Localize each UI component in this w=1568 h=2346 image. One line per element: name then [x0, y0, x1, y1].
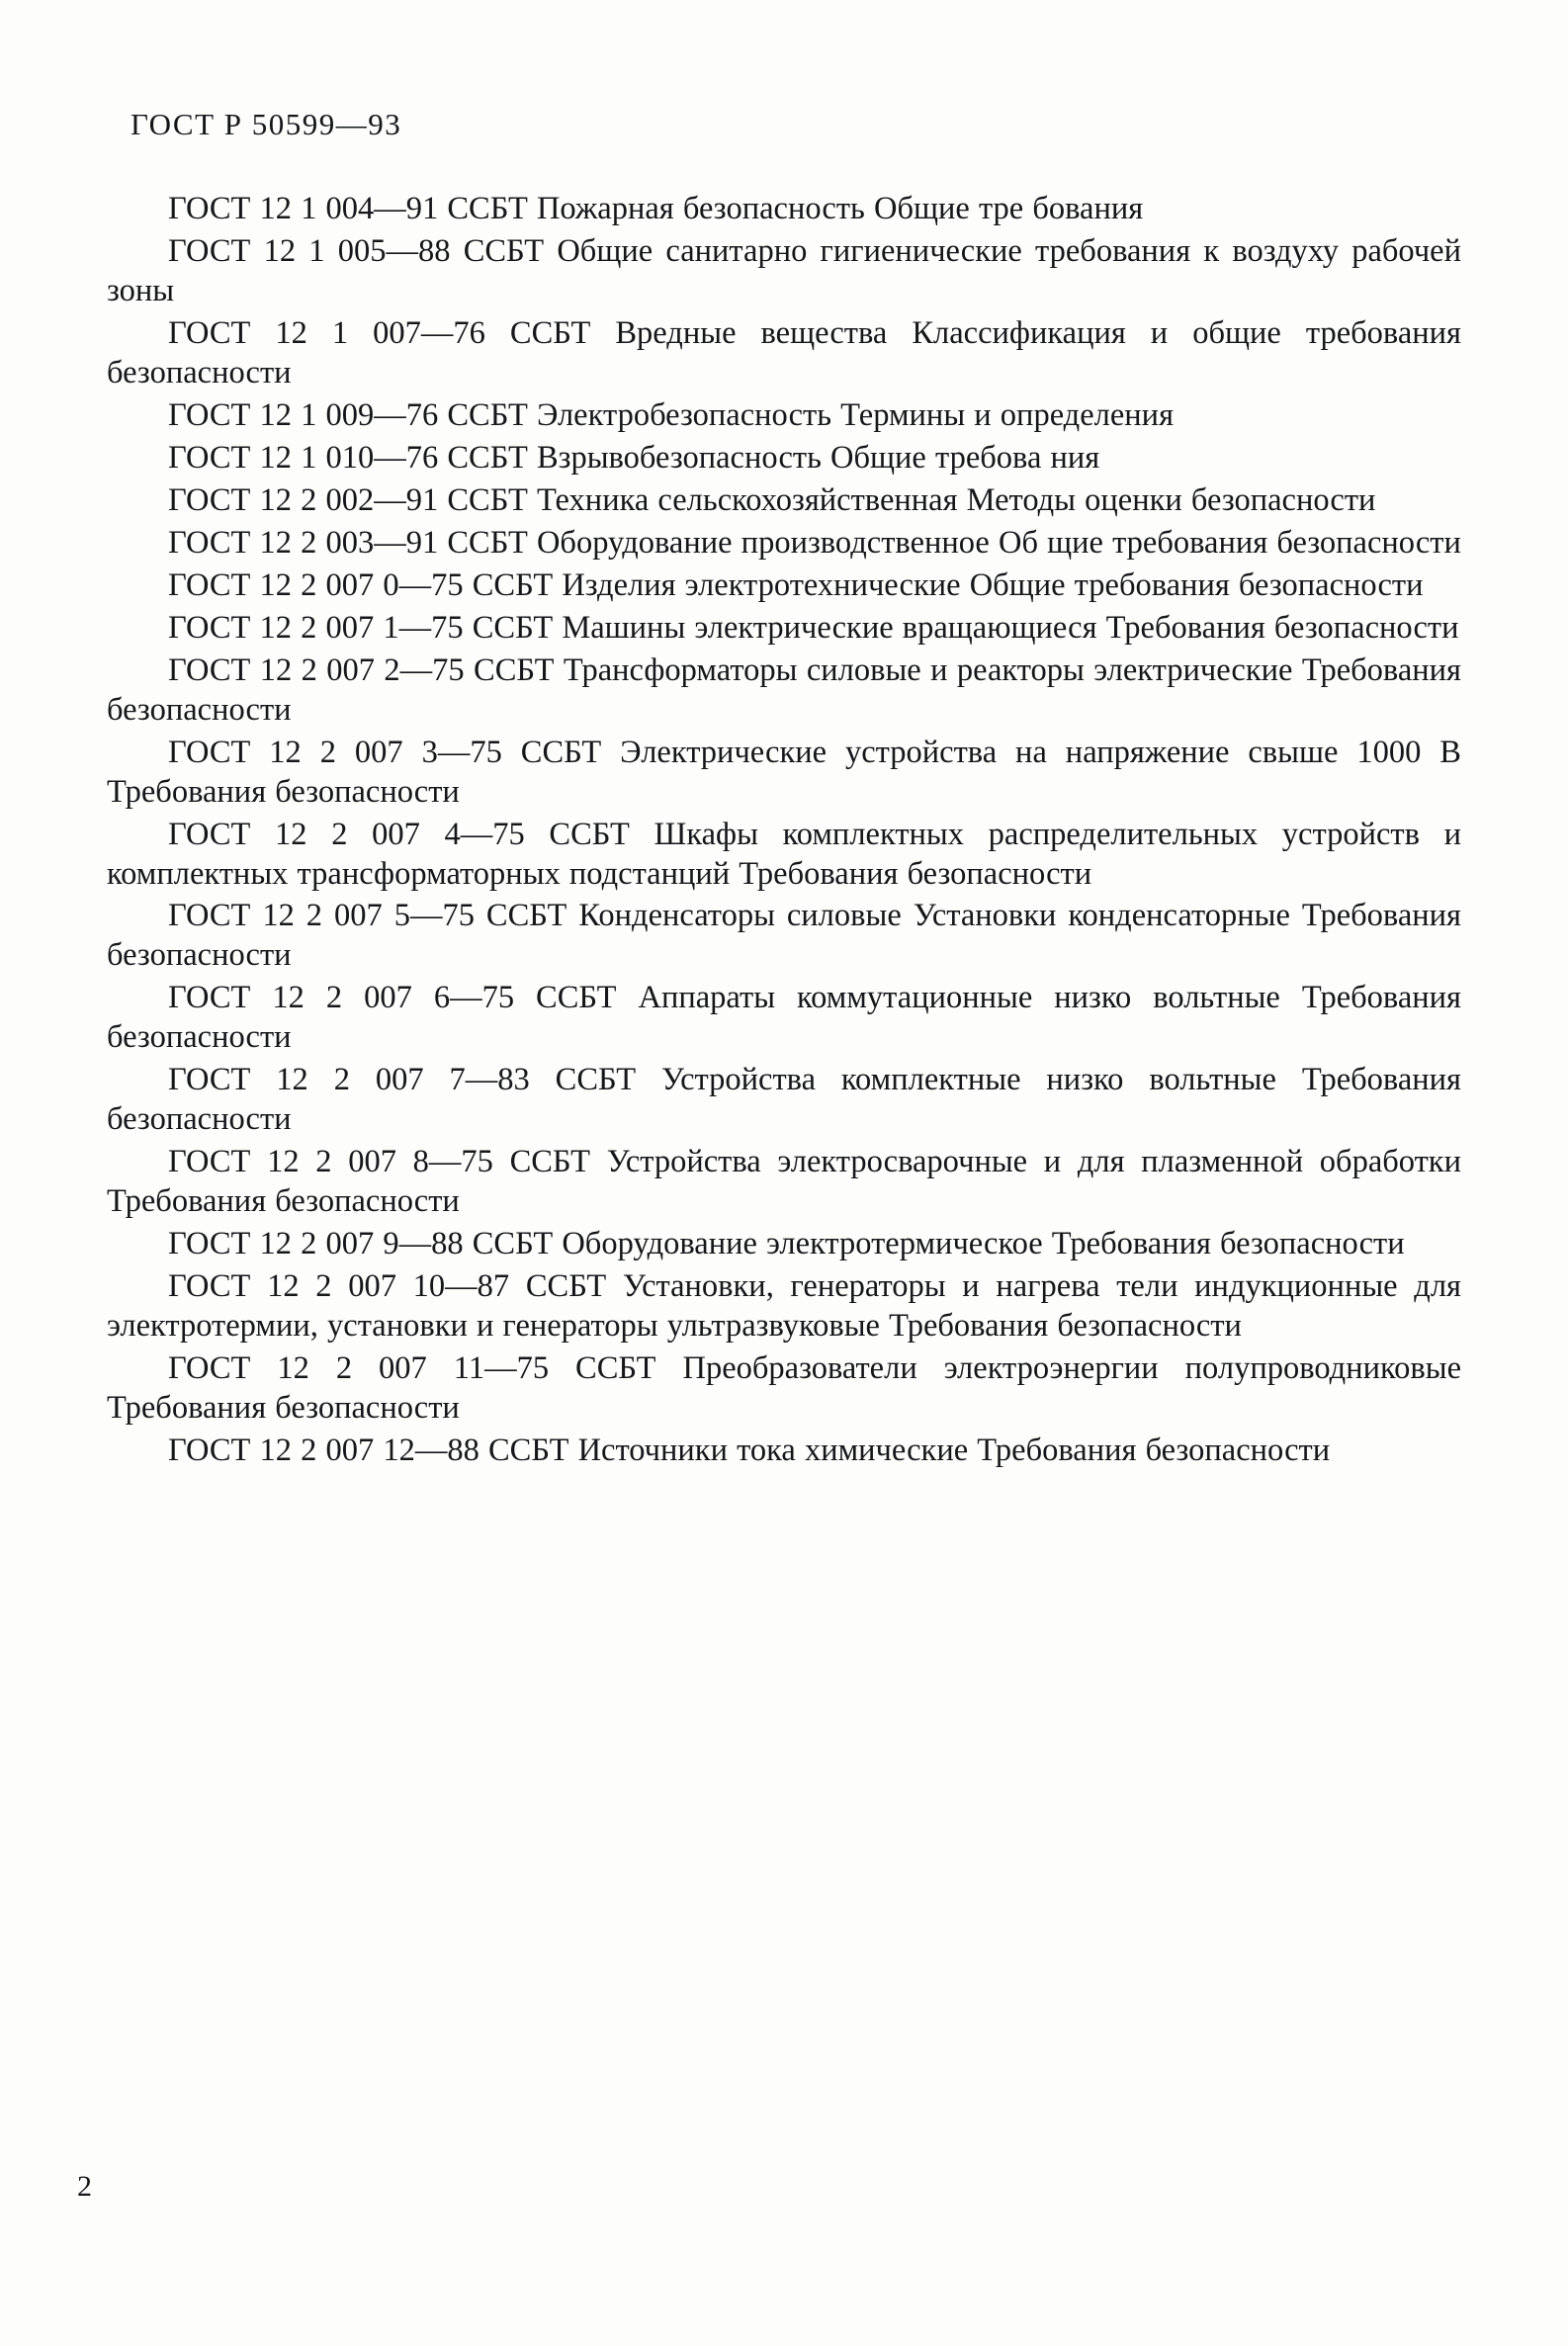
standard-reference-paragraph: ГОСТ 12 2 007 0—75 ССБТ Изделия электротехнические Общие требования безопасности [168, 566, 1424, 603]
standard-reference-paragraph: ГОСТ 12 2 007 7—83 ССБТ Устройства комплектные низко вольтные Требования безопасности [107, 1062, 1461, 1138]
standard-reference-paragraph: ГОСТ 12 1 004—91 ССБТ Пожарная безопасность Общие тре бования [168, 191, 1144, 226]
page-number: 2 [77, 2170, 92, 2203]
standard-reference-paragraph: ГОСТ 12 2 007 11—75 ССБТ Преобразователи электроэнергии полупроводниковые Требования безопасности [107, 1350, 1461, 1427]
standard-reference-paragraph: ГОСТ 12 2 007 5—75 ССБТ Конденсаторы силовые Установки конденсаторные Требования безопасности [107, 898, 1461, 974]
standard-reference-paragraph: ГОСТ 12 1 005—88 ССБТ Общие санитарно гигиенические требования к воздуху рабочей зоны [107, 232, 1461, 308]
standard-reference-paragraph: ГОСТ 12 2 007 2—75 ССБТ Трансформаторы силовые и реакторы электрические Требования безопасности [107, 652, 1461, 728]
standard-reference-paragraph: ГОСТ 12 2 007 8—75 ССБТ Устройства электросварочные и для плазменной обработки Требования безопасности [107, 1144, 1461, 1220]
standard-reference-paragraph: ГОСТ 12 2 007 9—88 ССБТ Оборудование электротермическое Требования безопасности [168, 1226, 1405, 1262]
standard-reference-paragraph: ГОСТ 12 2 007 4—75 ССБТ Шкафы комплектных распределительных устройств и комплектных трансформаторных подстанций Требования безопасности [107, 816, 1461, 892]
standard-reference-paragraph: ГОСТ 12 2 003—91 ССБТ Оборудование производственное Об щие требования безопасности [168, 524, 1461, 561]
standard-reference-paragraph: ГОСТ 12 2 002—91 ССБТ Техника сельскохозяйственная Методы оценки безопасности [168, 481, 1376, 518]
standard-reference-paragraph: ГОСТ 12 2 007 3—75 ССБТ Электрические устройства на напряжение свыше 1000 В Требования безопасности [107, 734, 1461, 810]
document-body [107, 190, 1461, 1474]
standard-reference-paragraph: ГОСТ 12 1 007—76 ССБТ Вредные вещества Классификация и общие требования безопасности [107, 314, 1461, 391]
standard-reference-paragraph: ГОСТ 12 1 010—76 ССБТ Взрывобезопасность Общие требова ния [168, 439, 1100, 476]
standard-reference-paragraph: ГОСТ 12 2 007 12—88 ССБТ Источники тока химические Требования безопасности [168, 1433, 1331, 1469]
page-header-standard-number: ГОСТ Р 50599—93 [131, 107, 402, 141]
standard-reference-paragraph: ГОСТ 12 1 009—76 ССБТ Электробезопасность Термины и определения [168, 396, 1175, 433]
standard-reference-paragraph: ГОСТ 12 2 007 6—75 ССБТ Аппараты коммутационные низко вольтные Требования безопасности [107, 980, 1461, 1056]
standard-reference-paragraph: ГОСТ 12 2 007 1—75 ССБТ Машины электрические вращающиеся Требования безопасности [168, 609, 1459, 646]
standard-reference-paragraph: ГОСТ 12 2 007 10—87 ССБТ Установки, генераторы и нагрева тели индукционные для электротермии, установки и генераторы ультразвуковые Требования безопасности [107, 1268, 1461, 1345]
